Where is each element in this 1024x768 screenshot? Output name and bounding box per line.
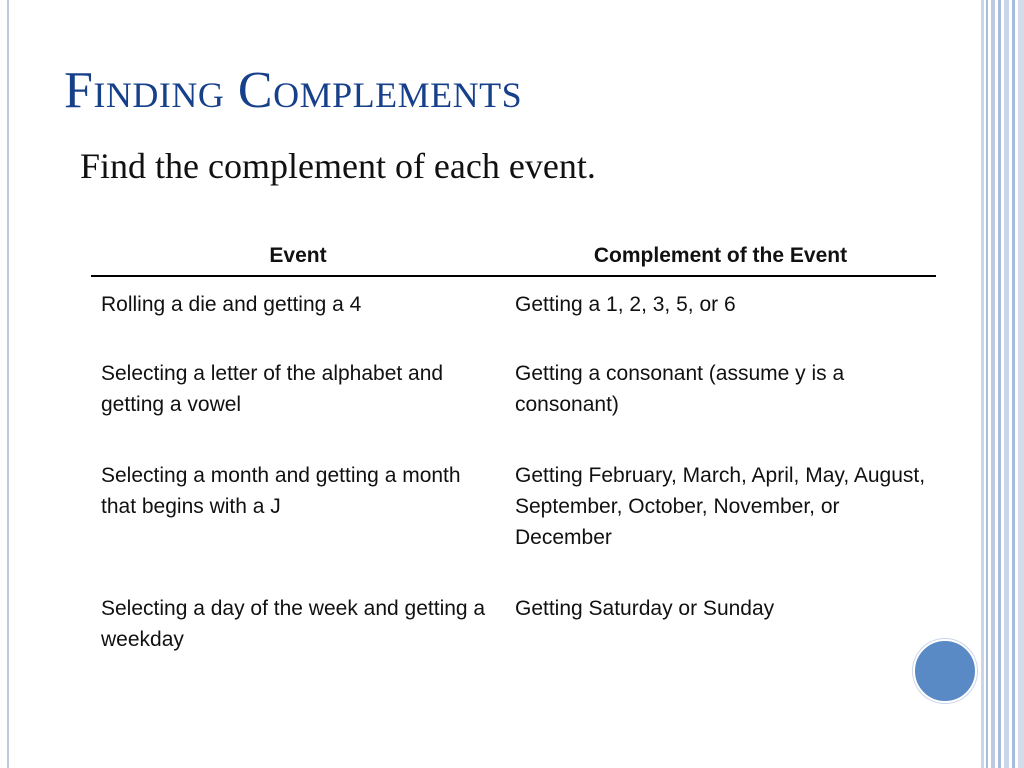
complement-cell: Getting February, March, April, May, August, September, October, November, or December <box>515 464 926 550</box>
event-cell: Rolling a die and getting a 4 <box>101 293 362 317</box>
slide-subtitle: Find the complement of each event. <box>80 146 596 186</box>
table-row <box>91 581 936 661</box>
right-border-stripe <box>986 0 988 768</box>
right-border-stripe <box>1004 0 1009 768</box>
event-cell: Selecting a day of the week and getting a weekday <box>101 597 486 652</box>
complement-cell: Getting a 1, 2, 3, 5, or 6 <box>515 293 736 317</box>
table-row <box>91 346 936 448</box>
right-border-stripe <box>991 0 995 768</box>
circle-icon <box>913 639 977 703</box>
table-row <box>91 276 936 346</box>
right-border-stripe <box>998 0 1001 768</box>
left-border-line <box>7 0 9 768</box>
table-header-row <box>91 238 936 276</box>
slide-title: Finding Complements <box>64 62 523 119</box>
complement-cell: Getting a consonant (assume y is a consonant) <box>515 362 845 417</box>
complements-table <box>91 238 936 661</box>
header-event: Event <box>91 238 505 276</box>
event-cell: Selecting a month and getting a month that begins with a J <box>101 464 461 519</box>
right-border-stripe <box>1018 0 1024 768</box>
header-complement: Complement of the Event <box>505 238 936 276</box>
table-row <box>91 448 936 581</box>
right-border-stripe <box>981 0 984 768</box>
complement-cell: Getting Saturday or Sunday <box>515 597 775 621</box>
event-cell: Selecting a letter of the alphabet and getting a vowel <box>101 362 444 417</box>
right-border-stripe <box>1012 0 1015 768</box>
